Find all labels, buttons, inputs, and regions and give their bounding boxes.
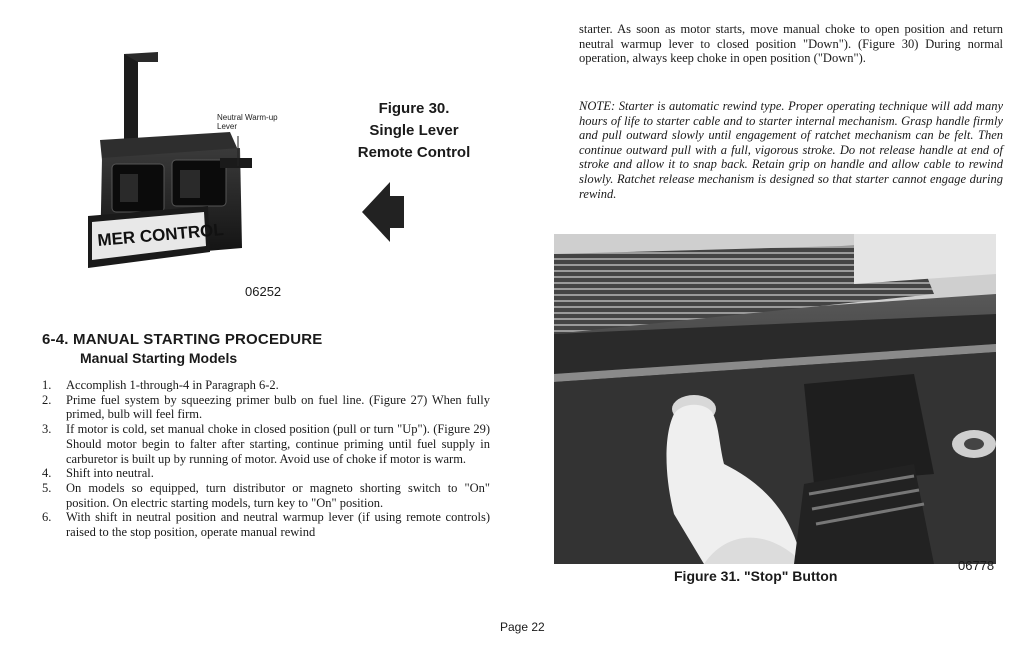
note-paragraph: NOTE: Starter is automatic rewind type. Proper operating technique will add many hours of life to starter cable and to starter internal mechanism. Grasp handle firmly and pull outward slowly until engagement of ratchet mechanism can be felt. Then continue outward pull with a full, vigorous stroke. Do not release handle at end of stroke and allow it to snap back. Retain grip on handle and allow cable to rewind slowly. Ratchet release mechanism is designed so that starter cannot engage during rewind. <box>579 99 1003 201</box>
figure-31-caption: Figure 31. "Stop" Button <box>674 568 838 584</box>
step-number: 3. <box>42 422 52 437</box>
step-text: Shift into neutral. <box>66 466 154 481</box>
page-number: Page 22 <box>500 620 545 634</box>
figure-30-caption-line-1: Figure 30. <box>378 100 450 117</box>
step-item <box>42 393 490 422</box>
callout-line-2: Lever <box>217 122 238 131</box>
step-item <box>42 422 490 466</box>
stop-button-illustration <box>554 234 996 564</box>
nameplate-text: MER CONTROL <box>96 220 225 250</box>
step-item <box>42 466 490 481</box>
step-item <box>42 378 490 393</box>
left-arrow-icon <box>360 180 406 249</box>
section-heading: 6-4. MANUAL STARTING PROCEDURE <box>42 331 323 348</box>
step-number: 1. <box>42 378 52 392</box>
warmup-lever-callout <box>217 113 278 131</box>
step-item <box>42 481 490 510</box>
figure-30-caption-line-3: Remote Control <box>357 144 471 161</box>
section-subheading: Manual Starting Models <box>80 350 238 366</box>
remote-control-illustration <box>80 40 330 280</box>
step-item <box>42 510 490 539</box>
step-number: 4. <box>42 466 52 481</box>
step-text: Prime fuel system by squeezing primer bulb on fuel line. (Figure 27) When fully primed, bulb will feel firm. <box>66 392 490 422</box>
step-number: 6. <box>42 510 52 525</box>
step-text: If motor is cold, set manual choke in closed position (pull or turn "Up"). (Figure 29) Should motor begin to falter after starting, continue priming until fuel supply in carburetor is built up by running of motor. Avoid use of choke if motor is warm. <box>66 422 490 466</box>
figure-30-photo <box>80 40 330 280</box>
steps-list <box>42 378 490 540</box>
figure-30-caption-line-2: Single Lever <box>369 122 459 139</box>
callout-line-1: Neutral Warm-up <box>217 113 278 122</box>
step-text: Accomplish 1-through-4 in Paragraph 6-2. <box>66 378 279 392</box>
step-number: 5. <box>42 480 52 495</box>
step-text: With shift in neutral position and neutral warmup lever (if using remote controls) raised to the stop position, operate manual rewind <box>66 510 490 540</box>
figure-31-number: 06778 <box>958 558 995 573</box>
figure-31-photo <box>554 234 996 564</box>
step-number: 2. <box>42 392 52 407</box>
figure-30-number: 06252 <box>245 284 282 299</box>
step-text: On models so equipped, turn distributor or magneto shorting switch to "On" position. On electric starting models, turn key to "On" position. <box>66 480 490 510</box>
continuation-paragraph: starter. As soon as motor starts, move manual choke to open position and return neutral warmup lever to closed position "Down"). (Figure 30) During normal operation, always keep choke in open position ("Down"). <box>579 22 1003 66</box>
figure-30-caption <box>340 98 488 164</box>
